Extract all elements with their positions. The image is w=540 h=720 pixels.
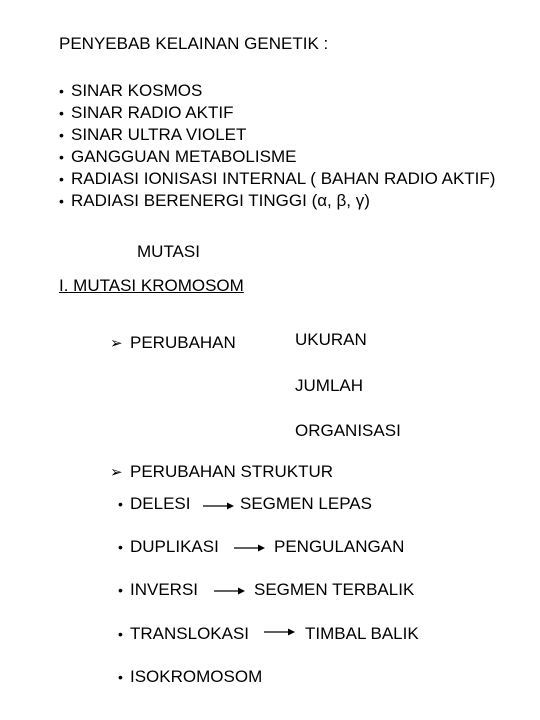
cause-label: SINAR KOSMOS	[71, 81, 203, 100]
perubahan-option-organisasi: ORGANISASI	[295, 421, 401, 440]
arrow-bullet-icon: ➢	[110, 335, 123, 352]
cause-label: SINAR ULTRA VIOLET	[71, 125, 247, 144]
list-item	[59, 124, 495, 146]
mutasi-heading: MUTASI	[137, 242, 200, 261]
term-label: INVERSI	[130, 580, 199, 599]
list-item	[59, 146, 495, 168]
perubahan-item	[110, 333, 236, 354]
cause-label: GANGGUAN METABOLISME	[71, 147, 297, 166]
structural-change-result: SEGMEN LEPAS	[240, 494, 372, 513]
list-item	[59, 102, 495, 124]
structural-change-result: PENGULANGAN	[274, 537, 405, 556]
cause-label: SINAR RADIO AKTIF	[71, 103, 234, 122]
structural-change-result: SEGMEN TERBALIK	[254, 580, 415, 599]
structural-change-term	[118, 494, 190, 514]
perubahan-struktur-label: PERUBAHAN STRUKTUR	[130, 462, 334, 481]
bullet-icon: •	[59, 127, 64, 143]
term-label: ISOKROMOSOM	[130, 667, 263, 686]
bullet-icon: •	[118, 496, 123, 512]
perubahan-option-ukuran: UKURAN	[295, 330, 367, 349]
perubahan-struktur-item	[110, 462, 333, 483]
bullet-icon: •	[59, 83, 64, 99]
arrow-icon	[203, 501, 235, 511]
list-item	[59, 168, 495, 190]
bullet-icon: •	[59, 193, 64, 209]
list-item	[59, 190, 495, 212]
structural-change-term	[118, 537, 219, 557]
term-label: DELESI	[130, 494, 191, 513]
structural-change-term	[118, 580, 198, 600]
section-heading-mutasi-kromosom: I. MUTASI KROMOSOM	[59, 276, 244, 295]
bullet-icon: •	[59, 171, 64, 187]
arrow-bullet-icon: ➢	[110, 464, 123, 481]
cause-label: RADIASI IONISASI INTERNAL ( BAHAN RADIO AKTIF)	[71, 169, 496, 188]
structural-change-term	[118, 624, 249, 644]
structural-change-result: TIMBAL BALIK	[305, 624, 419, 643]
causes-list	[59, 80, 495, 212]
structural-change-term	[118, 667, 262, 687]
bullet-icon: •	[59, 149, 64, 165]
term-label: DUPLIKASI	[130, 537, 219, 556]
arrow-icon	[234, 543, 266, 553]
cause-label: RADIASI BERENERGI TINGGI (α, β, γ)	[71, 191, 370, 210]
bullet-icon: •	[118, 669, 123, 685]
bullet-icon: •	[118, 582, 123, 598]
arrow-icon	[214, 586, 246, 596]
perubahan-label: PERUBAHAN	[130, 333, 236, 352]
term-label: TRANSLOKASI	[130, 624, 250, 643]
arrow-icon	[264, 627, 296, 637]
bullet-icon: •	[118, 539, 123, 555]
bullet-icon: •	[59, 105, 64, 121]
list-item	[59, 80, 495, 102]
page-title: PENYEBAB KELAINAN GENETIK :	[59, 34, 329, 53]
perubahan-option-jumlah: JUMLAH	[295, 376, 364, 395]
bullet-icon: •	[118, 626, 123, 642]
